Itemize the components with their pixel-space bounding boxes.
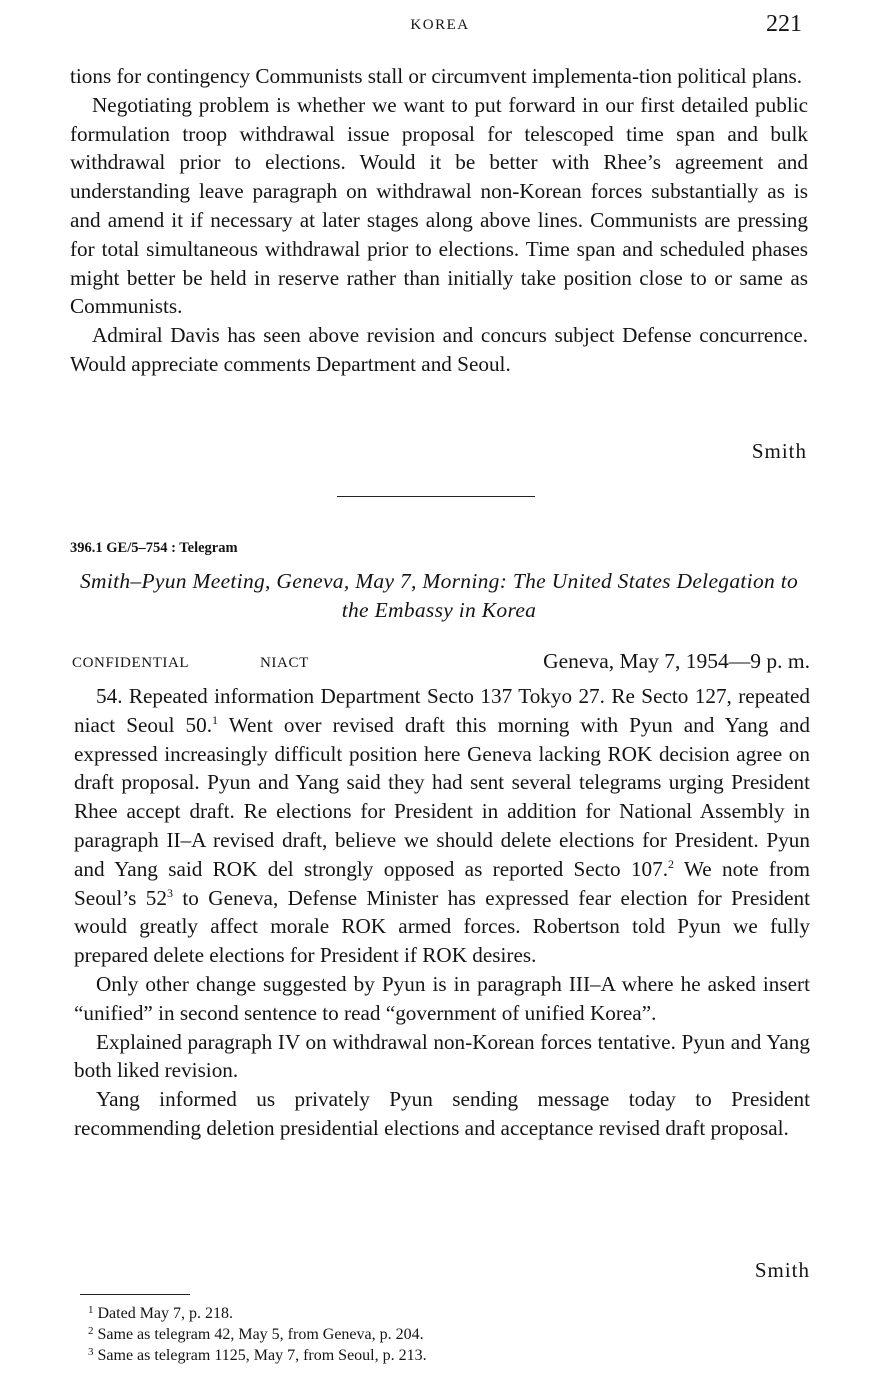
file-reference: 396.1 GE/5–754 : Telegram	[70, 540, 238, 556]
footnote-3: $^3$ Same as telegram 1125, May 7, from Seoul, p. 213.	[88, 1346, 427, 1364]
classification-line	[72, 651, 810, 677]
negotiating-problem-paragraph: Negotiating problem is whether we want to put forward in our first detailed public formulation troop withdrawal issue proposal for telescoped time span and bulk withdrawal prior to elections. Would it be better with Rhee’s agreement and understanding leave paragraph on withdrawal non-Korean forces substantially as is and amend it if necessary at later stages along above lines. Communists are pressing for total simultaneous withdrawal prior to elections. Time span and scheduled phases might better be held in reserve rather than initially take position close to or same as Communists.	[70, 92, 808, 319]
continuation-paragraph: tions for contingency Communists stall or circumvent implementa-tion political plans.	[70, 64, 803, 88]
admiral-davis-paragraph: Admiral Davis has seen above revision and concurs subject Defense concurrence. Would appreciate comments Department and Seoul.	[70, 323, 808, 376]
footnote-ref-3: 3	[166, 885, 173, 900]
classification: CONFIDENTIAL	[72, 655, 190, 671]
priority: NIACT	[260, 655, 309, 671]
page-number: 221	[766, 11, 802, 37]
signature-smith-1: Smith	[751, 439, 807, 463]
telegram-body	[74, 682, 810, 1143]
dateline	[543, 649, 810, 674]
telegram-paragraph-2: Only other change suggested by Pyun is in paragraph III–A where he asked insert “unified” in second sentence to read “government of unified Korea”.	[74, 971, 810, 1025]
footnote-ref-1: 1	[212, 712, 219, 727]
telegram-paragraph-4: Yang informed us privately Pyun sending message today to President recommending deletion presidential elections and acceptance revised draft proposal.	[74, 1087, 810, 1140]
telegram-paragraph-3: Explained paragraph IV on withdrawal non-Korean forces tentative. Pyun and Yang both liked revision.	[74, 1029, 810, 1083]
footnote-ref-2: 2	[668, 856, 675, 871]
date: , May 7, 1954—9 p. m.	[608, 649, 810, 673]
section-divider	[337, 496, 535, 497]
footnote-1: $^1$ Dated May 7, p. 218.	[88, 1304, 234, 1322]
document-title: Smith–Pyun Meeting, Geneva, May 7, Morning: The United States Delegation to the Embassy in Korea	[79, 569, 799, 622]
previous-document-body	[70, 62, 808, 379]
footnote-2: $^2$ Same as telegram 42, May 5, from Geneva, p. 204.	[88, 1325, 424, 1343]
place: Geneva	[543, 649, 609, 673]
telegram-paragraph-1: 54. Repeated information Department Secto 137 Tokyo 27. Re Secto 127, repeated niact Seoul 50.$^1$ Went over revised draft this morning with Pyun and Yang and expressed increasingly difficult position here Geneva lacking ROK decision agree on draft proposal. Pyun and Yang said they had sent several telegrams urging President Rhee accept draft. Re elections for President in addition for National Assembly in paragraph II–A revised draft, believe we should delete elections for President. Pyun and Yang said ROK del strongly opposed as reported Secto 107.$^2$ We note from Seoul’s $52^3$ to Geneva, Defense Minister has expressed fear election for President would greatly affect morale ROK armed forces. Robertson told Pyun we fully prepared delete elections for President if ROK desires.	[74, 684, 811, 968]
footnote-rule	[80, 1294, 190, 1295]
running-title: KOREA	[410, 17, 470, 33]
signature-smith-2: Smith	[754, 1258, 810, 1282]
